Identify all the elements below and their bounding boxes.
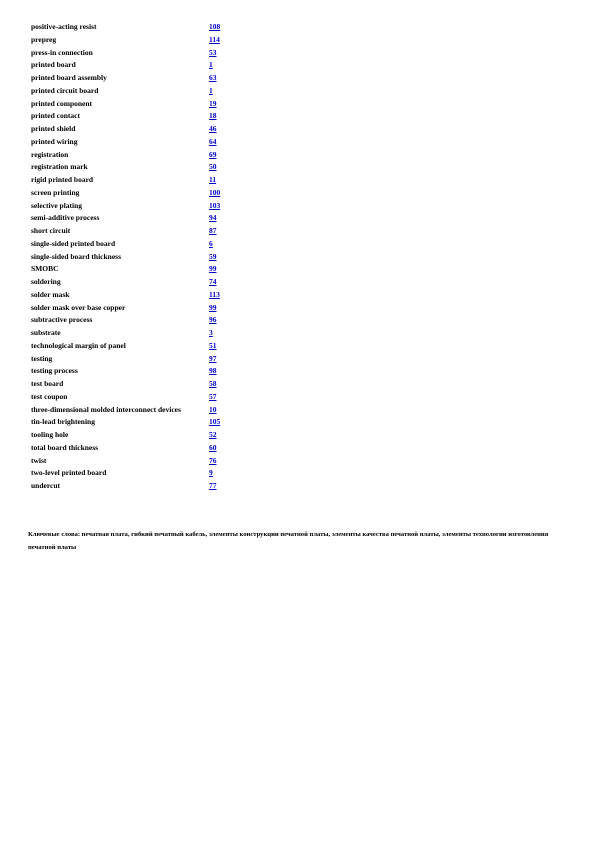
page-link[interactable]: 98 [209,366,217,376]
index-term: prepreg [31,34,57,44]
page-link[interactable]: 97 [209,353,217,363]
page-link[interactable]: 99 [209,302,217,312]
index-term: test board [31,379,64,388]
page-link[interactable]: 69 [209,149,217,159]
page-link[interactable]: 57 [209,391,217,401]
index-entry [31,251,271,264]
term-index-list [31,21,271,493]
index-term: positive-acting resist [31,22,97,31]
index-term: registration [31,149,69,159]
index-entry [31,467,271,480]
index-entry [31,72,271,85]
keywords-paragraph: Ключевые слова: печатная плата, гибкий печатный кабель, элементы конструкции печатной платы, элементы качества печатной платы, элементы технологии изготовления печатной платы [28,531,549,551]
index-entry [31,34,271,47]
page-link[interactable]: 50 [209,162,217,172]
page-link[interactable]: 63 [209,73,217,82]
index-entry [31,161,271,174]
page-link[interactable]: 52 [209,430,217,439]
index-entry [31,59,271,72]
index-term: printed component [31,98,93,108]
index-term: single-sided printed board [31,238,116,248]
page-link[interactable]: 103 [209,200,221,210]
page-link[interactable]: 9 [209,468,213,478]
index-term: rigid printed board [31,175,94,184]
index-entry [31,353,271,366]
index-entry [31,314,271,327]
index-term: solder mask [31,289,70,299]
index-entry [31,136,271,149]
index-entry [31,225,271,238]
page-link[interactable]: 74 [209,277,217,286]
index-term: two-level printed board [31,468,107,478]
index-term: registration mark [31,162,88,172]
index-term: printed wiring [31,136,78,146]
page-link[interactable]: 76 [209,455,217,465]
index-term: printed shield [31,124,76,133]
page-link[interactable]: 58 [209,379,217,388]
index-term: single-sided board thickness [31,251,122,261]
index-entry [31,47,271,60]
index-entry [31,212,271,225]
index-term: printed board assembly [31,73,107,82]
index-entry [31,123,271,136]
index-entry [31,455,271,468]
page-link[interactable]: 6 [209,238,213,248]
index-entry [31,378,271,391]
index-entry [31,442,271,455]
page-link[interactable]: 94 [209,213,217,223]
index-term: short circuit [31,226,71,235]
index-entry [31,98,271,111]
page-link[interactable]: 60 [209,442,217,452]
page-link[interactable]: 100 [209,187,221,197]
index-term: tin-lead brightening [31,417,95,427]
index-term: testing process [31,366,78,376]
page-link[interactable]: 3 [209,328,213,337]
page-link[interactable]: 108 [209,22,221,31]
page-link[interactable]: 113 [209,289,220,299]
index-term: SMOBC [31,264,59,274]
page-link[interactable]: 51 [209,340,217,350]
page-link[interactable]: 77 [209,481,217,490]
index-term: three-dimensional molded interconnect devices [31,404,181,414]
index-entry [31,238,271,251]
index-entry [31,340,271,353]
index-term: technological margin of panel [31,340,126,350]
index-entry [31,85,271,98]
index-term: solder mask over base copper [31,302,126,312]
index-entry [31,429,271,442]
index-entry [31,149,271,162]
index-term: press-in connection [31,47,93,57]
index-entry [31,187,271,200]
index-entry [31,21,271,34]
page-link[interactable]: 114 [209,34,220,44]
index-term: semi-additive process [31,213,100,223]
index-term: test coupon [31,391,68,401]
index-term: selective plating [31,200,83,210]
page-link[interactable]: 59 [209,251,217,261]
index-term: total board thickness [31,442,99,452]
index-term: subtractive process [31,315,93,325]
index-entry [31,289,271,302]
index-term: screen printing [31,187,80,197]
index-entry [31,404,271,417]
page-link[interactable]: 11 [209,175,217,184]
index-entry [31,480,271,493]
index-term: substrate [31,328,61,337]
page-link[interactable]: 10 [209,404,217,414]
index-entry [31,200,271,213]
index-term: undercut [31,481,61,490]
index-term: testing [31,353,53,363]
index-entry [31,263,271,276]
index-entry [31,391,271,404]
index-term: soldering [31,277,61,286]
page-link[interactable]: 53 [209,47,217,57]
page-link[interactable]: 1 [209,85,213,95]
index-entry [31,327,271,340]
index-term: printed contact [31,111,80,121]
page-link[interactable]: 46 [209,124,217,133]
page-link[interactable]: 64 [209,136,217,146]
index-entry [31,174,271,187]
index-term: tooling hole [31,430,69,439]
index-entry [31,365,271,378]
index-entry [31,302,271,315]
page-link[interactable]: 87 [209,226,217,235]
index-entry [31,276,271,289]
index-term: printed circuit board [31,85,99,95]
index-term: twist [31,455,47,465]
page-link[interactable]: 18 [209,111,217,121]
index-term: printed board [31,60,76,70]
page-link[interactable]: 99 [209,264,217,274]
page-link[interactable]: 19 [209,98,217,108]
index-entry [31,416,271,429]
page-link[interactable]: 96 [209,315,217,325]
page-link[interactable]: 1 [209,60,213,70]
page-link[interactable]: 105 [209,417,221,427]
index-entry [31,110,271,123]
